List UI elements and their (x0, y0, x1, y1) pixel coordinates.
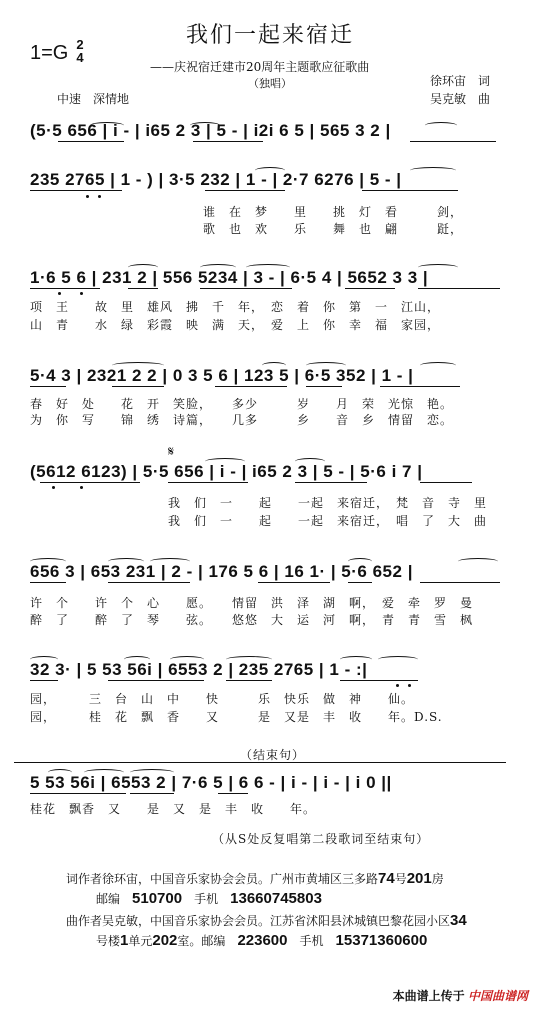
key-signature: 1=G (30, 42, 69, 64)
beam (58, 141, 124, 142)
score-line-2-lyrics-verse-2: 歌 也 欢 乐 舞 也 翩 跹， (203, 222, 464, 236)
lyricist-info-text-1: 词作者徐环宙，中国音乐家协会会员。广州市黄埔区三多路 (66, 872, 379, 886)
octave-dot (86, 195, 89, 198)
beam (380, 386, 460, 387)
beam (205, 190, 285, 191)
beam (418, 288, 500, 289)
ending-bracket (14, 762, 506, 767)
lyricist-phone-label: 手机 (194, 892, 219, 906)
score-line-8-notes: 5 53 56i | 6553 2 | 7·6 5 | 6 6 - | i - | i - | i 0 || (30, 773, 392, 792)
song-subtitle: ——庆祝宿迁建市20周年主题歌应征歌曲 (150, 60, 370, 74)
score-line-5-lyrics-verse-2: 我 们 一 起 一起 来宿迁， 唱 了 大 曲 (168, 514, 488, 528)
composer-info-text-3: 单元 (128, 934, 153, 948)
score-line-6-lyrics-verse-2: 醉 了 醉 了 琴 弦。 悠悠 大 运 河 啊， 青 青 雪 枫 (30, 613, 474, 627)
beam (112, 386, 164, 387)
slur (112, 362, 164, 369)
slur (378, 656, 418, 663)
segno-icon: 𝄋 (168, 444, 175, 460)
slur (348, 558, 372, 565)
composer-postcode: 223600 (237, 932, 288, 949)
beam (30, 190, 122, 191)
octave-dot (396, 684, 399, 687)
slur (410, 167, 456, 174)
slur (130, 769, 174, 776)
lyricist-info-line-1 (66, 870, 444, 887)
time-signature-bottom: 4 (76, 50, 84, 65)
beam (30, 793, 126, 794)
site-logo[interactable]: 中国曲谱网 (467, 989, 528, 1003)
slur (306, 362, 346, 369)
score-line-5-notes: (5612 6123) | 5·5 656 | i - | i65 2 3 | 5 - | 5·6 i 7 | (30, 462, 423, 481)
beam (168, 482, 248, 483)
slur (200, 264, 236, 271)
score-line-5-lyrics-verse-1: 我 们 一 起 一起 来宿迁， 梵 音 寺 里 (168, 496, 488, 510)
slur (425, 122, 457, 129)
slur (108, 558, 144, 565)
slur (255, 167, 285, 174)
slur (30, 558, 66, 565)
slur (124, 656, 150, 663)
score-line-8-lyrics: 桂花 飘香 又 是 又 是 丰 收 年。 (30, 802, 317, 816)
composer-info-number-2: 1 (120, 932, 129, 949)
lyricist-credit: 徐环宙 词 (430, 74, 491, 88)
ending-label: （结束句） (240, 748, 306, 762)
slur (418, 264, 458, 271)
performance-type: （独唱） (248, 77, 292, 90)
beam (30, 288, 100, 289)
lyricist-info-number-2: 201 (406, 870, 432, 887)
lyricist-phone: 13660745803 (230, 890, 322, 907)
lyricist-info-text-2: 号 (394, 872, 407, 886)
beam (258, 582, 330, 583)
beam (226, 680, 272, 681)
beam (348, 582, 372, 583)
beam (108, 680, 204, 681)
slur (150, 558, 190, 565)
time-signature-top: 2 (76, 37, 84, 52)
octave-dot (408, 684, 411, 687)
beam (295, 482, 367, 483)
repeat-instruction: （从S处反复唱第二段歌词至结束句） (212, 832, 430, 846)
lyricist-postcode: 510700 (132, 890, 183, 907)
slur (128, 264, 158, 271)
slur (48, 769, 72, 776)
octave-dot (58, 292, 61, 295)
composer-phone: 15371360600 (335, 932, 428, 949)
lyricist-info-text-3: 房 (431, 872, 444, 886)
beam (362, 190, 458, 191)
beam (30, 386, 66, 387)
score-line-4-notes: 5·4 3 | 2321 2 2 | 0 3 5 6 | 123 5 | 6·5 352 | 1 - | (30, 366, 414, 385)
composer-phone-label: 手机 (299, 934, 324, 948)
slur (458, 558, 498, 565)
composer-credit: 吴克敏 曲 (430, 92, 491, 106)
score-line-2-notes: 235 2765 | 1 - ) | 3·5 232 | 1 - | 2·7 6276 | 5 - | (30, 170, 402, 189)
slur (420, 362, 456, 369)
time-signature (73, 38, 87, 64)
slur (205, 458, 245, 465)
beam (420, 582, 500, 583)
slur (262, 362, 286, 369)
lyricist-postcode-label: 邮编 (96, 892, 121, 906)
slur (246, 264, 290, 271)
score-line-6-notes: 656 3 | 653 231 | 2 - | 176 5 6 | 16 1· | 5·6 652 | (30, 562, 413, 581)
score-line-1-notes: (5·5 656 | i - | i65 2 3 | 5 - | i2i 6 5 | 565 3 2 | (30, 121, 391, 140)
lyricist-info-number-1: 74 (378, 870, 395, 887)
slur (190, 122, 220, 129)
beam (30, 582, 66, 583)
slur (340, 656, 372, 663)
upload-source-text: 本曲谱上传于 (392, 989, 465, 1003)
composer-info-text-1: 曲作者吴克敏，中国音乐家协会会员。江苏省沭阳县沭城镇巴黎花园小区 (66, 914, 451, 928)
tempo-marking: 中速 深情地 (57, 92, 130, 106)
score-line-4-lyrics-verse-2: 为 你 写 锦 绣 诗篇， 几多 乡 音 乡 情留 恋。 (30, 413, 454, 427)
score-line-7-lyrics-verse-2: 园， 桂 花 飘 香 又 是 又是 丰 收 年。D.S. (30, 710, 443, 724)
beam (30, 680, 58, 681)
score-line-7-notes: 32 3· | 5 53 56i | 6553 2 | 235 2765 | 1 - :| (30, 660, 368, 679)
beam (410, 141, 496, 142)
beam (130, 793, 174, 794)
octave-dot (98, 195, 101, 198)
beam (40, 482, 140, 483)
slur (295, 458, 325, 465)
beam (218, 793, 248, 794)
beam (193, 141, 263, 142)
beam (200, 288, 292, 289)
beam (215, 386, 287, 387)
score-line-4-lyrics-verse-1: 春 好 处 花 开 笑脸， 多少 岁 月 荣 光惊 艳。 (30, 397, 454, 411)
score-line-2-lyrics-verse-1: 谁 在 梦 里 挑 灯 看 剑， (203, 205, 464, 219)
slur (170, 656, 204, 663)
composer-info-line-1 (66, 912, 467, 929)
lyricist-info-line-2 (96, 890, 322, 907)
beam (128, 288, 158, 289)
song-title: 我们一起来宿迁 (185, 23, 354, 48)
composer-info-number-3: 202 (152, 932, 178, 949)
upload-source (393, 987, 528, 1004)
beam (345, 288, 395, 289)
score-line-6-lyrics-verse-1: 许 个 许 个 心 愿。 情留 洪 泽 湖 啊， 爱 牵 罗 曼 (30, 596, 474, 610)
octave-dot (52, 486, 55, 489)
beam (420, 482, 472, 483)
score-line-3-lyrics-verse-2: 山 青 水 绿 彩霞 映 满 天， 爱 上 你 幸 福 家园， (30, 318, 441, 332)
score-line-3-lyrics-verse-1: 项 王 故 里 雄风 拂 千 年， 恋 着 你 第 一 江山， (30, 300, 441, 314)
octave-dot (80, 292, 83, 295)
octave-dot (80, 486, 83, 489)
beam (306, 386, 342, 387)
slur (90, 122, 124, 129)
beam (108, 582, 190, 583)
composer-info-text-4: 室。邮编 (177, 934, 226, 948)
slur (84, 769, 124, 776)
score-line-7-lyrics-verse-1: 园， 三 台 山 中 快 乐 快乐 做 神 仙。 (30, 692, 415, 706)
beam (340, 680, 418, 681)
score-line-3-notes: 1·6 5 6 | 231 2 | 556 5234 | 3 - | 6·5 4 | 5652 3 3 | (30, 268, 429, 287)
composer-info-number-1: 34 (450, 912, 467, 929)
composer-info-text-2: 号楼 (96, 934, 121, 948)
slur (30, 656, 58, 663)
composer-info-line-2 (96, 932, 427, 949)
slur (226, 656, 272, 663)
